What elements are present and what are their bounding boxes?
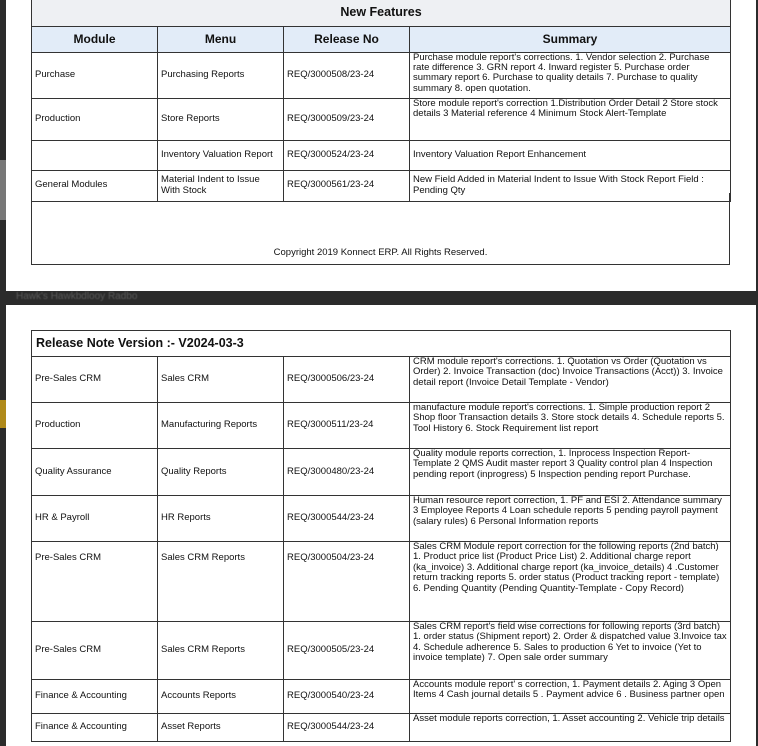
cell-summary: New Field Added in Material Indent to Issue With Stock Report Field : Pending Qty <box>410 170 731 201</box>
cell-summary: Asset module reports correction, 1. Asset accounting 2. Vehicle trip details <box>410 714 731 742</box>
table-row <box>32 622 731 680</box>
cell-release-no: REQ/3000524/23-24 <box>284 140 410 170</box>
table-row <box>32 714 731 742</box>
cell-module: HR & Payroll <box>32 496 158 542</box>
cell-module: General Modules <box>32 170 158 201</box>
release-version-row <box>32 331 731 357</box>
cell-module: Production <box>32 403 158 449</box>
cell-summary: Store module report's correction 1.Distribution Order Detail 2 Store stock details 3 Material reference 4 Minimum Stock Alert-Template <box>410 98 731 140</box>
cell-summary: manufacture module report's corrections. 1. Simple production report 2 Shop floor Transaction details 3. Store stock details 4. Schedule reports 5. Tool History 6. Stock Requirement list report <box>410 403 731 449</box>
header-module: Module <box>32 26 158 52</box>
cell-module: Pre-Sales CRM <box>32 357 158 403</box>
cell-module <box>32 140 158 170</box>
cell-summary: Human resource report correction, 1. PF and ESI 2. Attendance summary 3 Employee Reports 4 Loan schedule reports 5 pending payroll payment (salary rules) 6 Personal Information reports <box>410 496 731 542</box>
cell-menu: Sales CRM <box>158 357 284 403</box>
table-row <box>32 98 731 140</box>
cell-menu: HR Reports <box>158 496 284 542</box>
cell-summary: Inventory Valuation Report Enhancement <box>410 140 731 170</box>
cell-menu: Sales CRM Reports <box>158 622 284 680</box>
cell-menu: Quality Reports <box>158 449 284 496</box>
cell-module: Quality Assurance <box>32 449 158 496</box>
cell-summary: Accounts module report' s correction, 1. Payment details 2. Aging 3 Open Items 4 Cash journal details 5 . Payment advice 6 . Business partner open <box>410 680 731 714</box>
header-release-no: Release No <box>284 26 410 52</box>
cell-release-no: REQ/3000505/23-24 <box>284 622 410 680</box>
cell-summary: Purchase module report's corrections. 1. Vendor selection 2. Purchase rate difference 3. GRN report 4. Inward register 5. Purchase order summary report 6. Purchase to quality details 7. Purchase to quality summary 8. open quotation. <box>410 52 731 98</box>
header-menu: Menu <box>158 26 284 52</box>
footer-box <box>31 193 730 265</box>
table-row <box>32 140 731 170</box>
table-row <box>32 403 731 449</box>
cell-summary: Sales CRM Module report correction for the following reports (2nd batch) 1. Product price list (Product Price List) 2. Additional charge report (ka_invoice) 3. Additional charge report (ka_invoice_details) 4 .Customer return tracking reports 5. order status (Product tracking report - template) 6. Pending Quantity (Pending Quantity-Template - Copy Record) <box>410 542 731 622</box>
release-note-table <box>31 330 731 742</box>
cell-summary: CRM module report's corrections. 1. Quotation vs Order (Quotation vs Order) 2. Invoice Transaction (doc) Invoice Transactions (Acct)) 3. Invoice detail report (Invoice Detail Template - Vendor) <box>410 357 731 403</box>
cell-menu: Manufacturing Reports <box>158 403 284 449</box>
table-row <box>32 357 731 403</box>
new-features-table <box>31 0 731 202</box>
cell-release-no: REQ/3000561/23-24 <box>284 170 410 201</box>
table-row <box>32 52 731 98</box>
cell-release-no: REQ/3000544/23-24 <box>284 714 410 742</box>
cell-release-no: REQ/3000509/23-24 <box>284 98 410 140</box>
table-row <box>32 680 731 714</box>
new-features-title: New Features <box>32 0 731 26</box>
cell-menu: Inventory Valuation Report <box>158 140 284 170</box>
cell-module: Pre-Sales CRM <box>32 622 158 680</box>
cell-module: Purchase <box>32 52 158 98</box>
cell-release-no: REQ/3000540/23-24 <box>284 680 410 714</box>
cell-menu: Purchasing Reports <box>158 52 284 98</box>
cell-summary: Quality module reports correction, 1. Inprocess Inspection Report-Template 2 QMS Audit master report 3 Quality control plan 4 Inspection pending report (inprogress) 5 Inspection pending report Purchase. <box>410 449 731 496</box>
cell-release-no: REQ/3000506/23-24 <box>284 357 410 403</box>
cell-menu: Material Indent to Issue With Stock <box>158 170 284 201</box>
cell-release-no: REQ/3000480/23-24 <box>284 449 410 496</box>
cell-module: Pre-Sales CRM <box>32 542 158 622</box>
cell-module: Finance & Accounting <box>32 680 158 714</box>
new-features-title-row <box>32 0 731 26</box>
background-window-text: Hawk's Hawkbdlooy Radbo <box>16 291 138 302</box>
copyright-text: Copyright 2019 Konnect ERP. All Rights Reserved. <box>273 247 488 258</box>
table-row <box>32 496 731 542</box>
cell-release-no: REQ/3000504/23-24 <box>284 542 410 622</box>
cell-module: Production <box>32 98 158 140</box>
document-page-1 <box>6 0 756 291</box>
table-row <box>32 542 731 622</box>
cell-module: Finance & Accounting <box>32 714 158 742</box>
table-row <box>32 449 731 496</box>
cell-release-no: REQ/3000511/23-24 <box>284 403 410 449</box>
cell-menu: Asset Reports <box>158 714 284 742</box>
cell-release-no: REQ/3000544/23-24 <box>284 496 410 542</box>
table-header-row <box>32 26 731 52</box>
header-summary: Summary <box>410 26 731 52</box>
cell-menu: Accounts Reports <box>158 680 284 714</box>
document-page-2 <box>6 305 756 746</box>
cell-menu: Sales CRM Reports <box>158 542 284 622</box>
cell-menu: Store Reports <box>158 98 284 140</box>
cell-summary: Sales CRM report's field wise corrections for following reports (3rd batch) 1. order status (Shipment report) 2. Order & dispatched value 3.Invoice tax 4. Schedule adherence 5. Sales to production 6 Yet to invoice (Yet to invoice template) 7. Open sale order summary <box>410 622 731 680</box>
release-version-title: Release Note Version :- V2024-03-3 <box>32 331 731 357</box>
cell-release-no: REQ/3000508/23-24 <box>284 52 410 98</box>
